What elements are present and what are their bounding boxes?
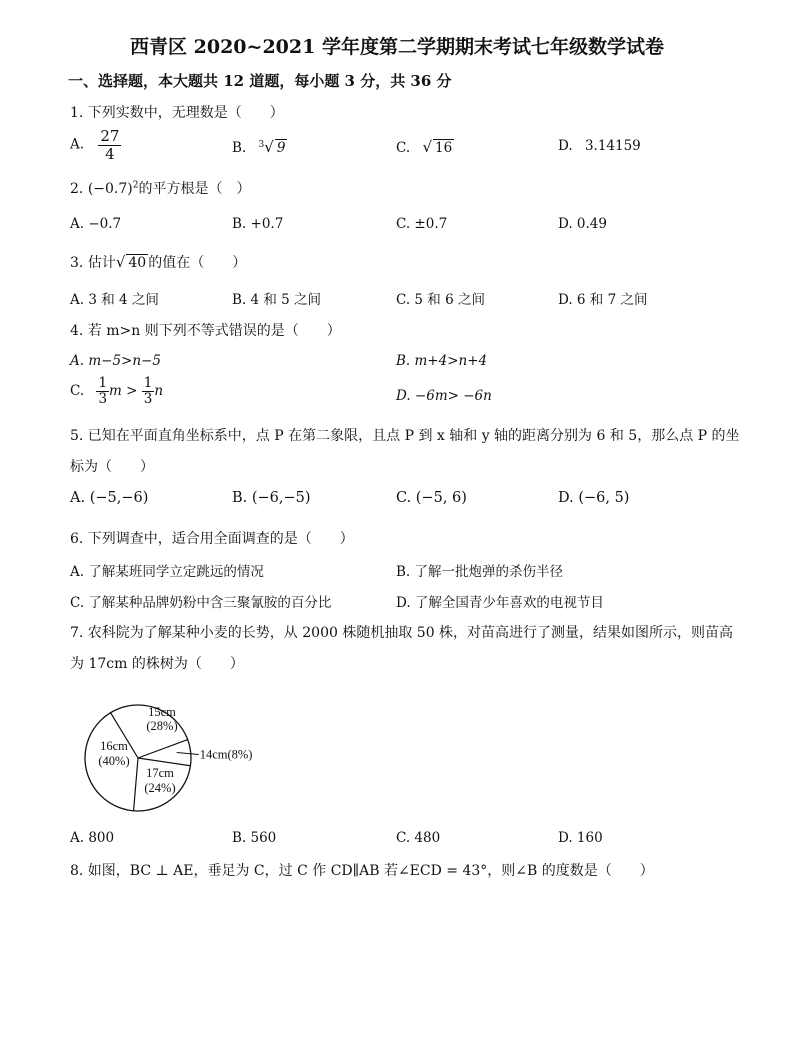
question-4-stem: 4. 若 m>n 则下列不等式错误的是（ ） — [70, 323, 341, 339]
q4-option-c-label: C. — [70, 382, 85, 399]
q1-a-numerator: 27 — [100, 127, 120, 145]
q2-stem-expr: (−0.7) — [87, 181, 133, 197]
q4-option-c[interactable] — [70, 376, 163, 407]
q1-option-a-label: A. — [70, 136, 85, 153]
question-5-line2: 标为（ ） — [70, 459, 154, 475]
q2-option-c[interactable]: C. ±0.7 — [396, 216, 448, 232]
q5-option-c[interactable]: C. (−5, 6) — [396, 490, 467, 506]
q5-option-a[interactable]: A. (−5,−6) — [70, 490, 149, 506]
q4-c-numerator-2: 1 — [143, 375, 153, 391]
page-title: 西青区 2020~2021 学年度第二学期期末考试七年级数学试卷 — [130, 36, 664, 58]
q4-c-var-m: m — [109, 382, 122, 399]
q1-option-b-label: B. — [232, 140, 247, 156]
question-7-line2: 为 17cm 的株树为（ ） — [70, 656, 244, 672]
q2-option-a[interactable]: A. −0.7 — [70, 216, 122, 232]
q4-c-var-n: n — [154, 382, 164, 399]
q1-option-b[interactable] — [232, 138, 287, 156]
question-7-line1: 7. 农科院为了解某种小麦的长势，从 2000 株随机抽取 50 株，对苗高进行了测量，结果如图所示，则苗高 — [70, 625, 734, 641]
q6-option-c[interactable]: C. 了解某种品牌奶粉中含三聚氰胺的百分比 — [70, 595, 332, 611]
q3-option-b[interactable]: B. 4 和 5 之间 — [232, 292, 322, 308]
question-8-stem: 8. 如图，BC ⊥ AE，垂足为 C，过 C 作 CD∥AB 若∠ECD = 43°，则∠B 的度数是（ ） — [70, 863, 654, 879]
pie-slice-boundary-14cm — [138, 740, 188, 758]
q2-option-b[interactable]: B. +0.7 — [232, 216, 284, 232]
q1-a-denominator: 4 — [105, 144, 115, 163]
q7-option-c[interactable]: C. 480 — [396, 830, 441, 846]
q3-stem-radicand: 40 — [128, 255, 147, 271]
pie-label-15cm: 15cm — [148, 705, 176, 719]
q6-option-a[interactable]: A. 了解某班同学立定跳远的情况 — [70, 564, 264, 580]
question-6-stem: 6. 下列调查中，适合用全面调查的是（ ） — [70, 531, 354, 547]
q1-option-c-label: C. — [396, 140, 411, 156]
q1-option-a-fraction — [98, 128, 121, 162]
q4-c-denominator: 3 — [98, 390, 108, 407]
q4-c-denominator-2: 3 — [143, 390, 153, 407]
pie-label-17cm: 17cm — [146, 766, 174, 780]
q1-option-a[interactable] — [70, 128, 121, 162]
pie-chart — [80, 690, 280, 840]
q6-option-d[interactable]: D. 了解全国青少年喜欢的电视节目 — [396, 595, 604, 611]
pie-slice-boundary-17cm — [138, 758, 190, 766]
q1-option-d[interactable] — [558, 138, 641, 154]
q5-option-d[interactable]: D. (−6, 5) — [558, 490, 630, 506]
question-1-stem: 1. 下列实数中，无理数是（ ） — [70, 105, 284, 121]
q1-option-c[interactable] — [396, 138, 454, 156]
q5-option-b[interactable]: B. (−6,−5) — [232, 490, 311, 506]
question-5-line1: 5. 已知在平面直角坐标系中，点 P 在第二象限，且点 P 到 x 轴和 y 轴的距离分别为 6 和 5，那么点 P 的坐 — [70, 428, 740, 444]
pie-leader-14cm — [177, 752, 199, 754]
pie-label-16cm: 16cm — [100, 739, 128, 753]
q4-option-d[interactable]: D. −6m> −6n — [396, 388, 492, 404]
q1-option-d-label: D. — [558, 138, 573, 154]
radical-icon: √ — [115, 253, 126, 271]
pie-label-16cm-pct: (40%) — [98, 754, 130, 768]
pie-label-14cm: 14cm(8%) — [199, 747, 253, 762]
q4-c-fraction-left — [96, 376, 109, 407]
q3-option-a[interactable]: A. 3 和 4 之间 — [70, 292, 159, 308]
question-2-stem — [70, 178, 250, 198]
pie-label-15cm-pct: (28%) — [146, 719, 178, 733]
radical-icon: √ — [264, 138, 274, 156]
radical-icon: √ — [422, 138, 432, 156]
q1-b-radicand: 9 — [276, 140, 286, 156]
q6-option-b[interactable]: B. 了解一批炮弹的杀伤半径 — [396, 564, 564, 580]
section-heading: 一、选择题，本大题共 12 道题，每小题 3 分，共 36 分 — [68, 72, 452, 90]
q1-c-radicand: 16 — [435, 140, 453, 156]
q2-stem-text: 的平方根是（ ） — [138, 181, 251, 197]
pie-label-17cm-pct: (24%) — [144, 781, 176, 795]
q1-b-root-index: 3 — [258, 139, 265, 150]
q4-c-gt: > — [126, 382, 138, 399]
question-3-stem — [70, 252, 246, 272]
q7-option-d[interactable]: D. 160 — [558, 830, 603, 846]
q3-option-c[interactable]: C. 5 和 6 之间 — [396, 292, 485, 308]
q4-c-numerator: 1 — [98, 375, 108, 391]
q7-option-b[interactable]: B. 560 — [232, 830, 277, 846]
q4-option-a[interactable]: A. m−5>n−5 — [70, 353, 161, 369]
q1-option-d-value: 3.14159 — [584, 138, 641, 154]
pie-slice-boundary-16cm — [134, 758, 138, 811]
q3-option-d[interactable]: D. 6 和 7 之间 — [558, 292, 648, 308]
q7-option-a[interactable]: A. 800 — [70, 830, 115, 846]
q3-stem-text-c: 的值在（ ） — [148, 255, 247, 271]
q2-option-d[interactable]: D. 0.49 — [558, 216, 607, 232]
q3-stem-text-a: 3. 估计 — [70, 255, 116, 271]
q4-c-fraction-right — [142, 376, 155, 407]
q4-option-b[interactable]: B. m+4>n+4 — [396, 353, 488, 369]
q2-stem-exponent: 2 — [132, 180, 139, 191]
q2-stem-number: 2. — [70, 181, 88, 197]
